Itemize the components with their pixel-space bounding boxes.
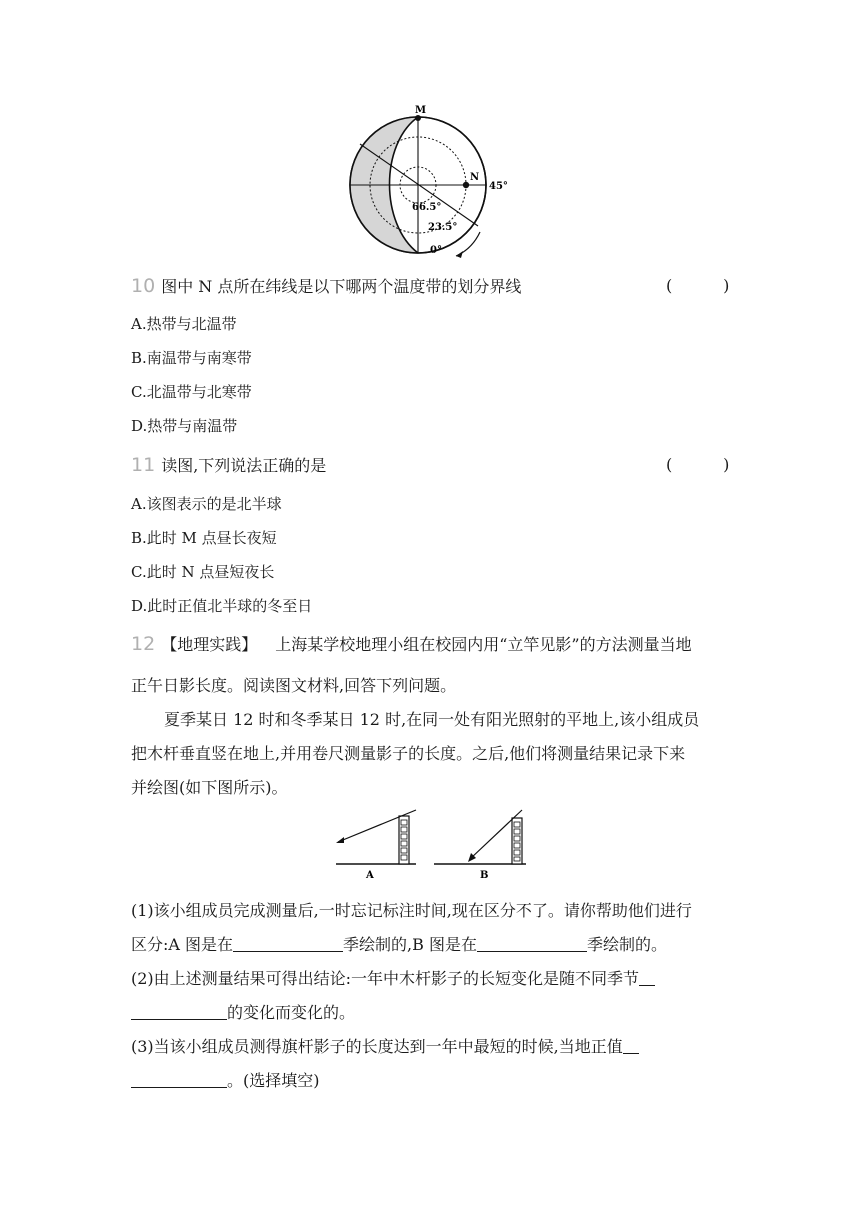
sub-question-2-line2: 的变化而变化的。 <box>131 1003 731 1023</box>
label-a: A <box>366 870 374 881</box>
label-23-5: 23.5° <box>428 222 458 233</box>
label-66-5: 66.5° <box>412 202 442 213</box>
question-10-option-b[interactable]: B.南温带与南寒带 <box>131 349 252 367</box>
sub-question-1-line2: 区分:A 图是在 季绘制的,B 图是在 季绘制的。 <box>131 935 667 954</box>
question-11-option-d[interactable]: D.此时正值北半球的冬至日 <box>131 597 313 615</box>
sub-question-2-line1: (2)由上述测量结果可得出结论:一年中木杆影子的长短变化是随不同季节 <box>131 969 731 989</box>
sub-question-1-line1: (1)该小组成员完成测量后,一时忘记标注时间,现在区分不了。请你帮助他们进行 <box>131 901 692 920</box>
material-line-1: 夏季某日 12 时和冬季某日 12 时,在同一处有阳光照射的平地上,该小组成员 <box>164 710 700 729</box>
material-line-3: 并绘图(如下图所示)。 <box>131 778 288 797</box>
question-11-option-c[interactable]: C.此时 N 点昼短夜长 <box>131 563 275 581</box>
label-0: 0° <box>430 245 442 256</box>
sub-question-3-line2: 。(选择填空) <box>131 1071 731 1091</box>
material-line-2: 把木杆垂直竖在地上,并用卷尺测量影子的长度。之后,他们将测量结果记录下来 <box>131 744 686 763</box>
point-n <box>463 182 469 188</box>
question-11-option-b[interactable]: B.此时 M 点昼长夜短 <box>131 529 277 547</box>
question-11-number: 11 <box>131 454 156 476</box>
pole-a <box>399 816 409 864</box>
blank-a-season[interactable] <box>233 935 343 952</box>
question-10-stem: 10 图中 N 点所在纬线是以下哪两个温度带的划分界线 <box>131 275 522 297</box>
blank-2-start[interactable] <box>639 969 655 986</box>
label-n: N <box>470 172 480 183</box>
sub-question-3-line1: (3)当该小组成员测得旗杆影子的长度达到一年中最短的时候,当地正值 <box>131 1037 731 1057</box>
label-m: M <box>415 105 427 116</box>
question-10-option-c[interactable]: C.北温带与北寒带 <box>131 383 252 401</box>
question-11-stem: 11 读图,下列说法正确的是 <box>131 454 327 476</box>
question-12-intro-line2: 正午日影长度。阅读图文材料,回答下列问题。 <box>131 676 457 695</box>
label-45: 45° <box>489 181 508 192</box>
label-b: B <box>480 870 489 881</box>
question-10-number: 10 <box>131 275 156 297</box>
question-10-option-d[interactable]: D.热带与南温带 <box>131 417 238 435</box>
blank-2[interactable] <box>131 1003 227 1020</box>
blank-3[interactable] <box>131 1071 227 1088</box>
question-12-intro: 12 【地理实践】 上海某学校地理小组在校园内用“立竿见影”的方法测量当地 <box>131 633 692 655</box>
blank-3-start[interactable] <box>623 1037 639 1054</box>
polar-view-globe-figure <box>340 104 520 264</box>
question-10-option-a[interactable]: A.热带与北温带 <box>131 315 237 333</box>
question-11-answer-blank[interactable]: ( ) <box>666 455 730 474</box>
blank-b-season[interactable] <box>477 935 587 952</box>
question-11-option-a[interactable]: A.该图表示的是北半球 <box>131 495 282 513</box>
shadow-measurement-figure <box>330 806 530 882</box>
question-12-tag: 【地理实践】 <box>161 635 258 654</box>
question-10-answer-blank[interactable]: ( ) <box>666 276 730 295</box>
question-12-number: 12 <box>131 633 156 655</box>
